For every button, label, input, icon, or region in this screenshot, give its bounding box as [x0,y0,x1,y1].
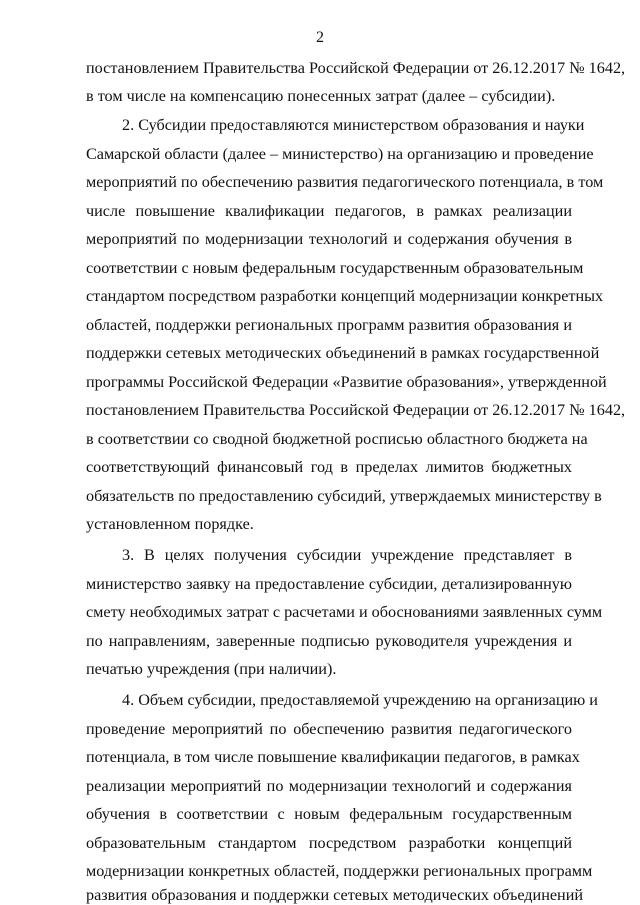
text-line: областей, поддержки региональных программ развития образования и [86,316,572,334]
text-line: в том числе на компенсацию понесенных затрат (далее – субсидии). [86,87,556,105]
page-number: 2 [316,29,324,46]
text-line: мероприятий по обеспечению развития педагогического потенциала, в том [86,173,604,191]
text-line: числе повышение квалификации педагогов, в рамках реализации [86,202,572,220]
text-line: мероприятий по модернизации технологий и содержания обучения в [86,230,572,248]
text-line: программы Российской Федерации «Развитие образования», утвержденной [86,373,607,391]
paragraph-3-first-line: 3. В целях получения субсидии учреждение представляет в [122,546,572,564]
text-line: постановлением Правительства Российской Федерации от 26.12.2017 № 1642, [86,59,626,77]
text-line: смету необходимых затрат с расчетами и обоснованиями заявленных сумм [86,603,603,621]
paragraph-4-first-line: 4. Объем субсидии, предоставляемой учреждению на организацию и [122,691,598,709]
text-line: Самарской области (далее – министерство) на организацию и проведение [86,145,594,163]
text-line: проведение мероприятий по обеспечению развития педагогического [86,720,572,738]
text-line: в соответствии со сводной бюджетной росписью областного бюджета на [86,430,588,448]
text-line: обучения в соответствии с новым федеральным государственным [86,805,572,823]
text-line: по направлениям, заверенные подписью руководителя учреждения и [86,632,572,650]
text-line: обязательств по предоставлению субсидий, утверждаемых министерству в [86,487,602,505]
text-line: министерство заявку на предоставление субсидии, детализированную [86,575,572,593]
text-line: печатью учреждения (при наличии). [86,660,337,678]
text-line: установленном порядке. [86,515,254,533]
text-line: соответствии с новым федеральным государственным образовательным [86,259,584,277]
text-line: соответствующий финансовый год в пределах лимитов бюджетных [86,458,572,476]
text-line: стандартом посредством разработки концепций модернизации конкретных [86,287,604,305]
text-line: реализации мероприятий по модернизации технологий и содержания [86,777,572,795]
paragraph-2-first-line: 2. Субсидии предоставляются министерством образования и науки [122,116,585,134]
text-line: потенциала, в том числе повышение квалификации педагогов, в рамках [86,748,580,766]
text-line: образовательным стандартом посредством разработки концепций [86,834,572,852]
text-line: постановлением Правительства Российской Федерации от 26.12.2017 № 1642, [86,401,626,419]
text-line: развития образования и поддержки сетевых методических объединений [86,886,584,904]
text-line: модернизации конкретных областей, поддержки региональных программ [86,862,593,880]
text-line: поддержки сетевых методических объединений в рамках государственной [86,344,600,362]
